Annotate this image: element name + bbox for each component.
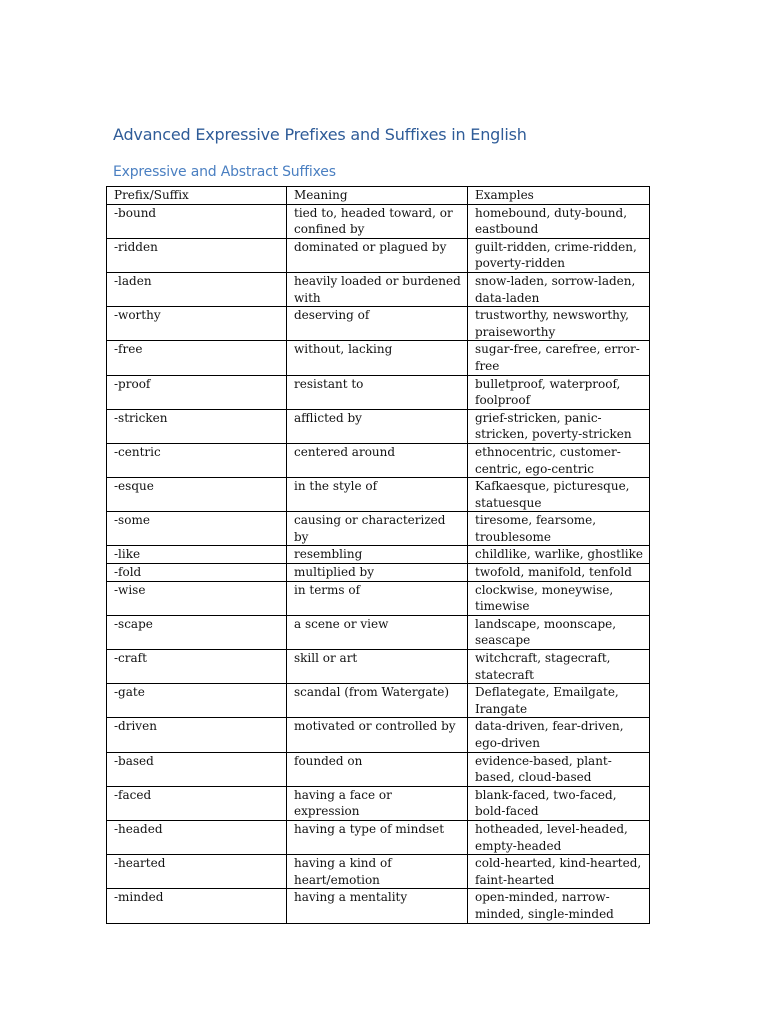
meaning-cell: having a face or expression	[287, 786, 468, 820]
meaning-cell: without, lacking	[287, 341, 468, 375]
affix-cell: -stricken	[107, 409, 287, 443]
affix-cell: -worthy	[107, 307, 287, 341]
examples-cell: open-minded, narrow-minded, single-minded	[468, 889, 650, 923]
affix-cell: -driven	[107, 718, 287, 752]
examples-cell: twofold, manifold, tenfold	[468, 564, 650, 582]
table-row	[107, 546, 650, 564]
column-header-meaning: Meaning	[287, 187, 468, 205]
table-row	[107, 409, 650, 443]
examples-cell: Kafkaesque, picturesque, statuesque	[468, 478, 650, 512]
table-row	[107, 786, 650, 820]
affix-table	[106, 186, 650, 924]
table-row	[107, 581, 650, 615]
examples-cell: Deflategate, Emailgate, Irangate	[468, 684, 650, 718]
affix-cell: -gate	[107, 684, 287, 718]
table-row	[107, 684, 650, 718]
meaning-cell: afflicted by	[287, 409, 468, 443]
examples-cell: trustworthy, newsworthy, praiseworthy	[468, 307, 650, 341]
affix-cell: -minded	[107, 889, 287, 923]
affix-cell: -bound	[107, 204, 287, 238]
table-header	[107, 187, 650, 205]
affix-cell: -esque	[107, 478, 287, 512]
affix-cell: -fold	[107, 564, 287, 582]
table-row	[107, 341, 650, 375]
affix-cell: -centric	[107, 443, 287, 477]
affix-cell: -faced	[107, 786, 287, 820]
affix-cell: -free	[107, 341, 287, 375]
meaning-cell: dominated or plagued by	[287, 238, 468, 272]
examples-cell: childlike, warlike, ghostlike	[468, 546, 650, 564]
table-row	[107, 855, 650, 889]
section-title: Expressive and Abstract Suffixes	[113, 164, 336, 180]
affix-cell: -like	[107, 546, 287, 564]
affix-cell: -scape	[107, 615, 287, 649]
affix-cell: -hearted	[107, 855, 287, 889]
examples-cell: sugar-free, carefree, error-free	[468, 341, 650, 375]
examples-cell: cold-hearted, kind-hearted, faint-hearted	[468, 855, 650, 889]
table-row	[107, 615, 650, 649]
meaning-cell: tied to, headed toward, or confined by	[287, 204, 468, 238]
meaning-cell: a scene or view	[287, 615, 468, 649]
table-row	[107, 272, 650, 306]
table-row	[107, 443, 650, 477]
table-row	[107, 238, 650, 272]
affix-cell: -headed	[107, 820, 287, 854]
examples-cell: tiresome, fearsome, troublesome	[468, 512, 650, 546]
affix-cell: -based	[107, 752, 287, 786]
table-row	[107, 512, 650, 546]
meaning-cell: having a type of mindset	[287, 820, 468, 854]
examples-cell: homebound, duty-bound, eastbound	[468, 204, 650, 238]
document-title: Advanced Expressive Prefixes and Suffixes in English	[113, 125, 527, 144]
examples-cell: data-driven, fear-driven, ego-driven	[468, 718, 650, 752]
affix-cell: -proof	[107, 375, 287, 409]
examples-cell: landscape, moonscape, seascape	[468, 615, 650, 649]
table-row	[107, 650, 650, 684]
meaning-cell: having a mentality	[287, 889, 468, 923]
meaning-cell: in terms of	[287, 581, 468, 615]
table-row	[107, 889, 650, 923]
affix-cell: -laden	[107, 272, 287, 306]
meaning-cell: scandal (from Watergate)	[287, 684, 468, 718]
meaning-cell: having a kind of heart/emotion	[287, 855, 468, 889]
meaning-cell: in the style of	[287, 478, 468, 512]
meaning-cell: founded on	[287, 752, 468, 786]
meaning-cell: causing or characterized by	[287, 512, 468, 546]
table-row	[107, 718, 650, 752]
meaning-cell: skill or art	[287, 650, 468, 684]
column-header-examples: Examples	[468, 187, 650, 205]
meaning-cell: motivated or controlled by	[287, 718, 468, 752]
table-header-row	[107, 187, 650, 205]
table-row	[107, 752, 650, 786]
meaning-cell: heavily loaded or burdened with	[287, 272, 468, 306]
table-row	[107, 307, 650, 341]
examples-cell: bulletproof, waterproof, foolproof	[468, 375, 650, 409]
examples-cell: blank-faced, two-faced, bold-faced	[468, 786, 650, 820]
table-row	[107, 375, 650, 409]
meaning-cell: centered around	[287, 443, 468, 477]
affix-cell: -wise	[107, 581, 287, 615]
examples-cell: snow-laden, sorrow-laden, data-laden	[468, 272, 650, 306]
affix-cell: -craft	[107, 650, 287, 684]
column-header-affix: Prefix/Suffix	[107, 187, 287, 205]
meaning-cell: deserving of	[287, 307, 468, 341]
table-body	[107, 204, 650, 923]
examples-cell: witchcraft, stagecraft, statecraft	[468, 650, 650, 684]
table-row	[107, 564, 650, 582]
meaning-cell: resistant to	[287, 375, 468, 409]
examples-cell: hotheaded, level-headed, empty-headed	[468, 820, 650, 854]
examples-cell: ethnocentric, customer-centric, ego-centric	[468, 443, 650, 477]
affix-cell: -some	[107, 512, 287, 546]
affix-cell: -ridden	[107, 238, 287, 272]
table-row	[107, 204, 650, 238]
examples-cell: clockwise, moneywise, timewise	[468, 581, 650, 615]
table-row	[107, 478, 650, 512]
examples-cell: grief-stricken, panic-stricken, poverty-stricken	[468, 409, 650, 443]
meaning-cell: resembling	[287, 546, 468, 564]
examples-cell: evidence-based, plant-based, cloud-based	[468, 752, 650, 786]
meaning-cell: multiplied by	[287, 564, 468, 582]
table-row	[107, 820, 650, 854]
examples-cell: guilt-ridden, crime-ridden, poverty-ridden	[468, 238, 650, 272]
